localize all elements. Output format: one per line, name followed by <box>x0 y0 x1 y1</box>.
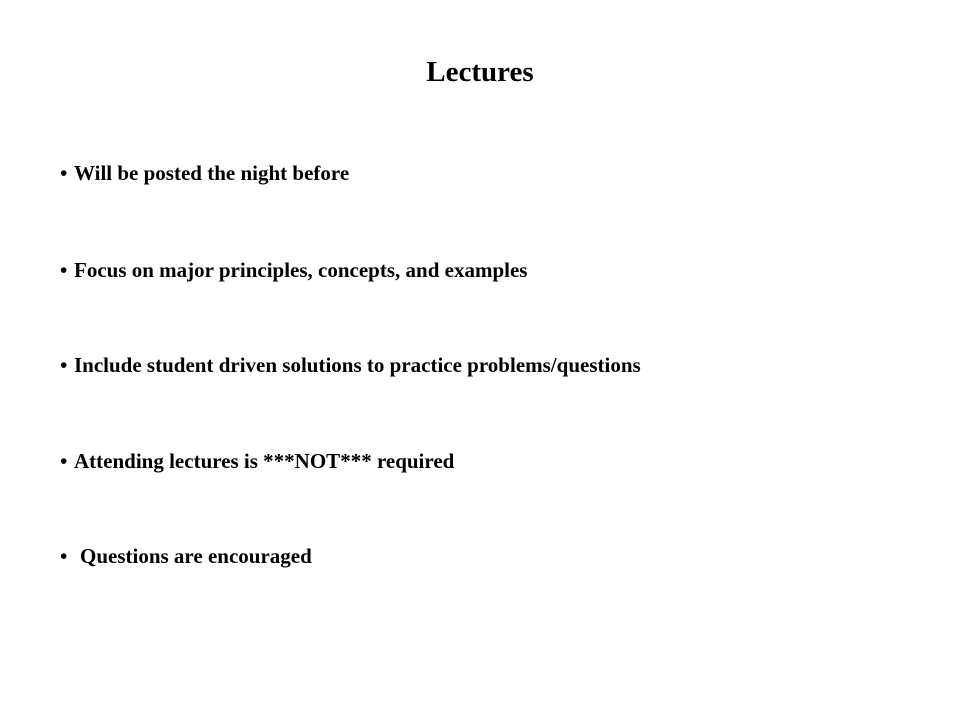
bullet-item <box>60 255 527 285</box>
slide-title: Lectures <box>426 56 534 88</box>
bullet-text: Focus on major principles, concepts, and examples <box>74 258 528 282</box>
bullet-item <box>60 446 454 476</box>
bullet-text: Attending lectures is ***NOT*** required <box>74 449 455 473</box>
bullet-text: Questions are encouraged <box>80 544 312 568</box>
bullet-dot-icon: • <box>60 353 68 377</box>
bullet-item <box>60 350 641 380</box>
bullet-text: Include student driven solutions to practice problems/questions <box>74 353 641 377</box>
bullet-item <box>60 541 312 571</box>
bullet-dot-icon: • <box>60 258 68 282</box>
bullet-dot-icon: • <box>60 161 68 185</box>
bullet-item <box>60 158 349 188</box>
bullet-dot-icon: • <box>60 544 68 568</box>
bullet-text: Will be posted the night before <box>74 161 350 185</box>
bullet-dot-icon: • <box>60 449 68 473</box>
